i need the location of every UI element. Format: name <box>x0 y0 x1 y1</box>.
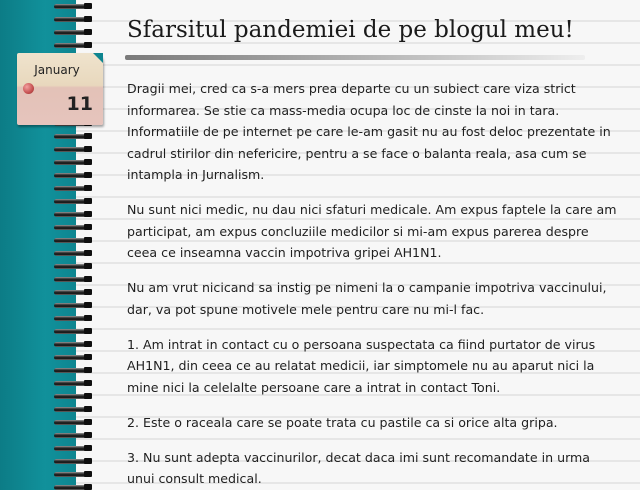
post-body <box>127 78 621 490</box>
post-paragraph: Nu am vrut nicicand sa instig pe nimeni la o campanie impotriva vaccinului, dar, va pot spune motivele mele pentru care nu mi-l fac. <box>127 280 607 317</box>
spiral-ring <box>48 340 94 349</box>
spiral-ring <box>48 418 94 427</box>
spiral-ring <box>48 171 94 180</box>
spiral-ring <box>48 184 94 193</box>
spiral-ring <box>48 158 94 167</box>
post-paragraph: Dragii mei, cred ca s-a mers prea departe cu un subiect care viza strict informarea. Se stie ca mass-media ocupa loc de cinste la noi in tara. Informatiile de pe internet pe care le-am gasit nu au fost deloc prezentate in cadrul stirilor din nefericire, pentru a se face o balanta reala, asa cum se intampla in Jurnalism. <box>127 81 611 182</box>
calendar-day: 11 <box>66 93 93 115</box>
spiral-ring <box>48 15 94 24</box>
spiral-ring <box>48 405 94 414</box>
spiral-ring <box>48 353 94 362</box>
spiral-ring <box>48 223 94 232</box>
spiral-ring <box>48 41 94 50</box>
spiral-ring <box>48 2 94 11</box>
post-title[interactable]: Sfarsitul pandemiei de pe blogul meu! <box>127 17 574 43</box>
spiral-ring <box>48 262 94 271</box>
spiral-ring <box>48 288 94 297</box>
spiral-ring <box>48 314 94 323</box>
spiral-ring <box>48 197 94 206</box>
spiral-ring <box>48 210 94 219</box>
spiral-ring <box>48 457 94 466</box>
spiral-ring <box>48 379 94 388</box>
spiral-ring <box>48 275 94 284</box>
spiral-ring <box>48 483 94 490</box>
title-divider <box>125 55 585 60</box>
spiral-ring <box>48 145 94 154</box>
spiral-ring <box>48 444 94 453</box>
spiral-ring <box>48 366 94 375</box>
spiral-ring <box>48 327 94 336</box>
calendar-month: January <box>34 63 80 77</box>
post-paragraph: 3. Nu sunt adepta vaccinurilor, decat daca imi sunt recomandate in urma unui consult medical. <box>127 449 591 486</box>
post-paragraph: 2. Este o raceala care se poate trata cu pastile ca si orice alta gripa. <box>127 414 558 430</box>
spiral-ring <box>48 236 94 245</box>
post-paragraph: Nu sunt nici medic, nu dau nici sfaturi medicale. Am expus faptele la care am participat, am expus concluziile medicilor si mi-am expus parerea despre ceea ce inseamna vaccin impotriva gripei AH1N1. <box>127 202 617 260</box>
spiral-ring <box>48 392 94 401</box>
spiral-ring <box>48 249 94 258</box>
spiral-ring <box>48 431 94 440</box>
spiral-ring <box>48 470 94 479</box>
spiral-ring <box>48 132 94 141</box>
spiral-ring <box>48 301 94 310</box>
post-paragraph: 1. Am intrat in contact cu o persoana suspectata ca fiind purtator de virus AH1N1, din ceea ce au relatat medicii, iar simptomele nu au aparut nici la mine nici la celelalte persoane care a intrat in contact Toni. <box>127 336 596 395</box>
pin-icon <box>23 83 34 94</box>
spiral-ring <box>48 28 94 37</box>
calendar-date-card <box>17 53 103 125</box>
